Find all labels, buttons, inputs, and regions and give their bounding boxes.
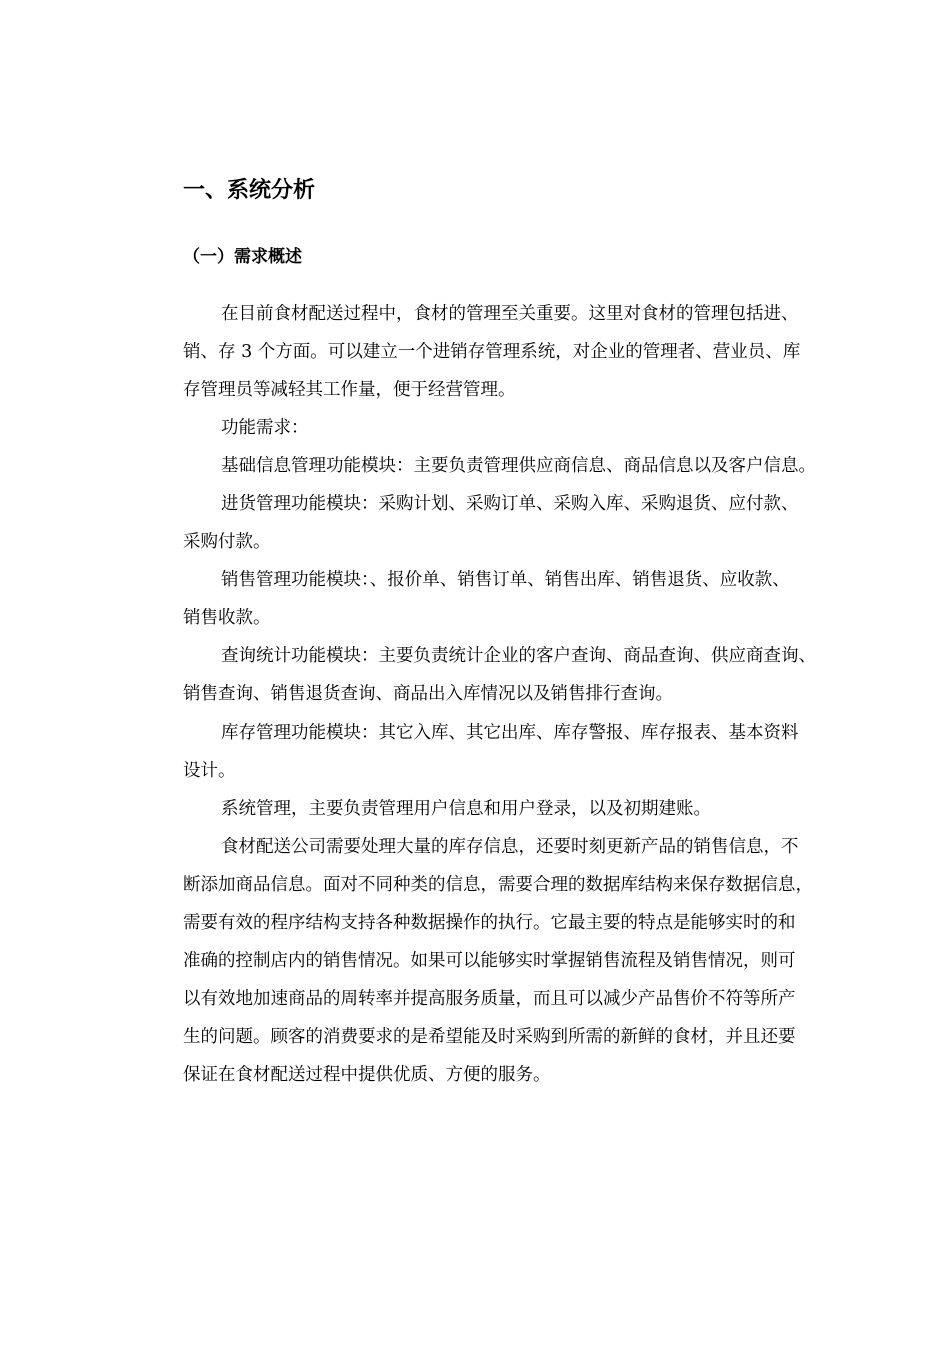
paragraph-line: 销售查询、销售退货查询、商品出入库情况以及销售排行查询。 xyxy=(183,684,673,704)
paragraph-line: 在目前食材配送过程中，食材的管理至关重要。这里对食材的管理包括进、 xyxy=(221,304,799,324)
paragraph-line: 销、存 3 个方面。可以建立一个进销存管理系统，对企业的管理者、营业员、库 xyxy=(183,342,801,362)
paragraph-line: 基础信息管理功能模块：主要负责管理供应商信息、商品信息以及客户信息。 xyxy=(221,456,816,476)
paragraph-line: 食材配送公司需要处理大量的库存信息，还要时刻更新产品的销售信息，不 xyxy=(221,837,799,857)
paragraph-line: 功能需求： xyxy=(221,418,309,438)
paragraph-line: 需要有效的程序结构支持各种数据操作的执行。它最主要的特点是能够实时的和 xyxy=(183,913,796,933)
paragraph-line: 系统管理，主要负责管理用户信息和用户登录，以及初期建账。 xyxy=(221,799,711,819)
subsection-title: （一）需求概述 xyxy=(183,247,302,267)
paragraph-line: 销售收款。 xyxy=(183,608,271,628)
paragraph-line: 保证在食材配送过程中提供优质、方便的服务。 xyxy=(183,1065,551,1085)
paragraph-line: 存管理员等减轻其工作量，便于经营管理。 xyxy=(183,380,516,400)
paragraph-line: 进货管理功能模块：采购计划、采购订单、采购入库、采购退货、应付款、 xyxy=(221,494,799,514)
paragraph-line: 查询统计功能模块：主要负责统计企业的客户查询、商品查询、供应商查询、 xyxy=(221,646,816,666)
paragraph-line: 断添加商品信息。面对不同种类的信息，需要合理的数据库结构来保存数据信息， xyxy=(183,875,813,895)
paragraph-line: 销售管理功能模块：、报价单、销售订单、销售出库、销售退货、应收款、 xyxy=(221,570,790,590)
paragraph-line: 准确的控制店内的销售情况。如果可以能够实时掌握销售流程及销售情况，则可 xyxy=(183,951,796,971)
paragraph-line: 设计。 xyxy=(183,761,236,781)
paragraph-line: 采购付款。 xyxy=(183,532,271,552)
section-title: 一、系统分析 xyxy=(183,178,316,203)
paragraph-line: 库存管理功能模块：其它入库、其它出库、库存警报、库存报表、基本资料 xyxy=(221,723,799,743)
paragraph-line: 以有效地加速商品的周转率并提高服务质量，而且可以减少产品售价不符等所产 xyxy=(183,989,796,1009)
paragraph-line: 生的问题。顾客的消费要求的是希望能及时采购到所需的新鲜的食材，并且还要 xyxy=(183,1027,796,1047)
